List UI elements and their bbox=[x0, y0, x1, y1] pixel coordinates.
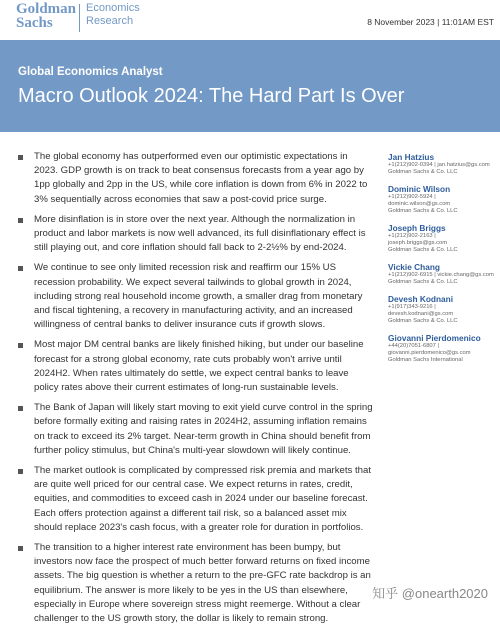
bullet-square-icon bbox=[18, 343, 23, 348]
analyst-contact-line[interactable]: +1(212)902-6915 | vickie.chang@gs.com bbox=[388, 272, 494, 278]
analyst-name[interactable]: Devesh Kodnani bbox=[388, 294, 454, 304]
bullet-text: The market outlook is complicated by compressed risk premia and markets that are quite well priced for our central case. We expect returns in rates, credit, equities, and commodities to exceed cash in 2024 under our baseline forecast. Each offers protection against a different tail risk, so a balanced asset mix should replace 2023's cash focus, with a greater role for duration in portfolios. bbox=[34, 465, 371, 533]
analyst-name[interactable]: Joseph Briggs bbox=[388, 223, 446, 233]
analyst-email-link[interactable]: dominic.wilson@gs.com bbox=[388, 201, 451, 207]
analyst-name[interactable]: Giovanni Pierdomenico bbox=[388, 333, 481, 343]
analyst-card bbox=[388, 223, 496, 254]
bullet-text: We continue to see only limited recession risk and reaffirm our 15% US recession probability. We expect several tailwinds to global growth in 2024, including strong real household income growth, a smaller drag from monetary and fiscal tightening, a recovery in manufacturing activity, and an increased willingness of central banks to deliver insurance cuts if growth slows. bbox=[34, 262, 363, 331]
analyst-name[interactable]: Dominic Wilson bbox=[388, 184, 451, 194]
analyst-firm: Goldman Sachs International bbox=[388, 357, 463, 363]
bullet-text: The global economy has outperformed even our optimistic expectations in 2023. GDP growth is on track to beat consensus forecasts from a year ago by 1pp globally and 2pp in the US, while core inflation is down from 6% in 2022 to 3% sequentially across economies that saw a post-covid price surge. bbox=[34, 151, 368, 205]
analyst-contact-line[interactable]: +1(212)902-0394 | jan.hatzius@gs.com bbox=[388, 162, 490, 168]
analyst-card bbox=[388, 184, 496, 215]
bullet-item bbox=[0, 261, 374, 332]
report-title: Macro Outlook 2024: The Hard Part Is Over bbox=[18, 85, 405, 107]
bullet-square-icon bbox=[18, 406, 23, 411]
bullet-item bbox=[0, 338, 374, 395]
analyst-name[interactable]: Vickie Chang bbox=[388, 262, 440, 272]
zhihu-watermark: 知乎 @onearth2020 bbox=[372, 586, 488, 601]
analyst-phone: +1(212)902-2163 | bbox=[388, 233, 436, 239]
logo-sub1: Economics bbox=[86, 2, 140, 14]
bullet-text: The Bank of Japan will likely start moving to exit yield curve control in the spring before formally exiting and raising rates in 2024H2, assuming inflation remains on track to exceed its 2% target. Near-term growth in China should benefit from further policy stimulus, but China's multi-year slowdown will likely continue. bbox=[34, 402, 373, 456]
analyst-card bbox=[388, 152, 496, 176]
bullet-square-icon bbox=[18, 469, 23, 474]
analyst-email-link[interactable]: joseph.briggs@gs.com bbox=[388, 240, 448, 246]
bullet-square-icon bbox=[18, 218, 23, 223]
report-series: Global Economics Analyst bbox=[18, 66, 163, 78]
bullet-text: The transition to a higher interest rate environment has been bumpy, but investors now face the prospect of much better forward returns on fixed income assets. The big question is whether a return to the pre-GFC rate backdrop is an equilibrium. The answer is more likely to be yes in the US than elsewhere, especially in Europe where sovereign stress might reemerge. Without a clear challenger to the US growth story, the dollar is likely to remain strong. bbox=[34, 542, 371, 625]
logo-subtitle bbox=[86, 2, 140, 28]
analyst-email-link[interactable]: giovanni.pierdomenico@gs.com bbox=[388, 350, 471, 356]
analyst-card bbox=[388, 333, 496, 364]
bullet-square-icon bbox=[18, 266, 23, 271]
report-date: 8 November 2023 | 11:01AM EST bbox=[367, 17, 494, 27]
bullet-square-icon bbox=[18, 546, 23, 551]
summary-bullets bbox=[0, 150, 380, 626]
bullet-square-icon bbox=[18, 155, 23, 160]
analyst-firm: Goldman Sachs & Co. LLC bbox=[388, 169, 458, 175]
analyst-contacts bbox=[388, 152, 496, 372]
bullet-item bbox=[0, 150, 374, 207]
analyst-phone: +44(20)7051-6807 | bbox=[388, 343, 439, 349]
report-header bbox=[0, 0, 500, 40]
analyst-phone: +1(917)343-9216 | bbox=[388, 304, 436, 310]
logo-sub2: Research bbox=[86, 15, 134, 27]
analyst-card bbox=[388, 294, 496, 325]
bullet-item bbox=[0, 541, 374, 626]
bullet-text: More disinflation is in store over the next year. Although the normalization in product and labor markets is now well advanced, its full disinflationary effect is still playing out, and core inflation should fall back to 2-2½% by end-2024. bbox=[34, 213, 366, 254]
logo-line1: Goldman bbox=[16, 1, 77, 17]
analyst-firm: Goldman Sachs & Co. LLC bbox=[388, 208, 458, 214]
analyst-firm: Goldman Sachs & Co. LLC bbox=[388, 247, 458, 253]
title-banner bbox=[0, 40, 500, 132]
bullet-text: Most major DM central banks are likely finished hiking, but under our baseline forecast for a strong global economy, rate cuts probably won't arrive until 2024H2. When rates ultimately do settle, we expect central banks to leave policy rates above their current estimates of long-run sustainable levels. bbox=[34, 339, 364, 394]
bullet-item bbox=[0, 464, 374, 535]
analyst-name[interactable]: Jan Hatzius bbox=[388, 152, 435, 162]
analyst-firm: Goldman Sachs & Co. LLC bbox=[388, 318, 458, 324]
bullet-item bbox=[0, 401, 374, 458]
analyst-firm: Goldman Sachs & Co. LLC bbox=[388, 279, 458, 285]
bullet-item bbox=[0, 213, 374, 256]
logo-line2: Sachs bbox=[16, 15, 53, 31]
analyst-card bbox=[388, 262, 496, 286]
goldman-sachs-logo bbox=[16, 2, 76, 30]
logo-divider bbox=[79, 4, 80, 32]
analyst-email-link[interactable]: devesh.kodnani@gs.com bbox=[388, 311, 454, 317]
analyst-phone: +1(212)902-5924 | bbox=[388, 194, 436, 200]
